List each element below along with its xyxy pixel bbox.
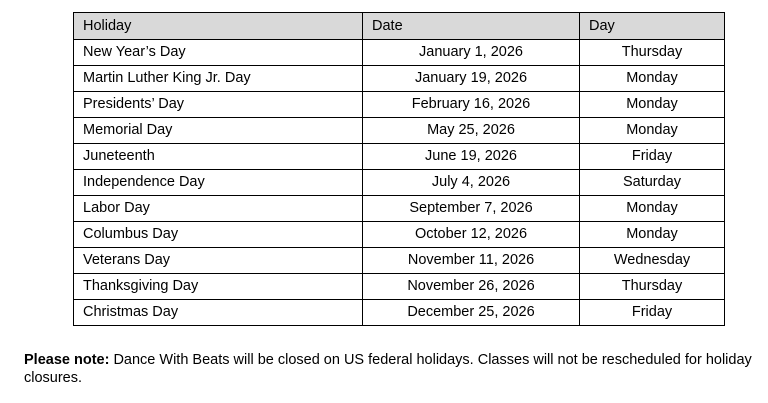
date-cell: November 26, 2026 — [363, 274, 580, 300]
table-row — [74, 66, 725, 92]
table-row — [74, 40, 725, 66]
closure-note — [24, 351, 754, 387]
holiday-cell: Christmas Day — [74, 300, 363, 326]
header-holiday: Holiday — [74, 13, 363, 40]
date-cell: February 16, 2026 — [363, 92, 580, 118]
holiday-cell: Independence Day — [74, 170, 363, 196]
holiday-cell: Presidents’ Day — [74, 92, 363, 118]
holiday-cell: Veterans Day — [74, 248, 363, 274]
holiday-cell: Memorial Day — [74, 118, 363, 144]
header-date: Date — [363, 13, 580, 40]
day-cell: Monday — [580, 118, 725, 144]
day-cell: Thursday — [580, 274, 725, 300]
day-cell: Friday — [580, 300, 725, 326]
date-cell: September 7, 2026 — [363, 196, 580, 222]
date-cell: May 25, 2026 — [363, 118, 580, 144]
holiday-cell: Martin Luther King Jr. Day — [74, 66, 363, 92]
day-cell: Wednesday — [580, 248, 725, 274]
day-cell: Monday — [580, 66, 725, 92]
date-cell: October 12, 2026 — [363, 222, 580, 248]
table-row — [74, 92, 725, 118]
table-row — [74, 274, 725, 300]
holiday-cell: New Year’s Day — [74, 40, 363, 66]
table-row — [74, 196, 725, 222]
holiday-cell: Juneteenth — [74, 144, 363, 170]
table-row — [74, 144, 725, 170]
table-row — [74, 248, 725, 274]
table-row — [74, 170, 725, 196]
table-header-row — [74, 13, 725, 40]
day-cell: Monday — [580, 222, 725, 248]
date-cell: July 4, 2026 — [363, 170, 580, 196]
note-label: Please note: — [24, 352, 110, 368]
holiday-cell: Labor Day — [74, 196, 363, 222]
holiday-cell: Thanksgiving Day — [74, 274, 363, 300]
header-day: Day — [580, 13, 725, 40]
day-cell: Monday — [580, 196, 725, 222]
day-cell: Friday — [580, 144, 725, 170]
day-cell: Saturday — [580, 170, 725, 196]
holiday-cell: Columbus Day — [74, 222, 363, 248]
note-text: Dance With Beats will be closed on US federal holidays. Classes will not be rescheduled for holiday closures. — [24, 352, 752, 386]
day-cell: Monday — [580, 92, 725, 118]
table-row — [74, 222, 725, 248]
date-cell: November 11, 2026 — [363, 248, 580, 274]
date-cell: January 19, 2026 — [363, 66, 580, 92]
table-row — [74, 118, 725, 144]
holiday-table — [73, 12, 725, 326]
date-cell: June 19, 2026 — [363, 144, 580, 170]
day-cell: Thursday — [580, 40, 725, 66]
date-cell: December 25, 2026 — [363, 300, 580, 326]
table-row — [74, 300, 725, 326]
date-cell: January 1, 2026 — [363, 40, 580, 66]
